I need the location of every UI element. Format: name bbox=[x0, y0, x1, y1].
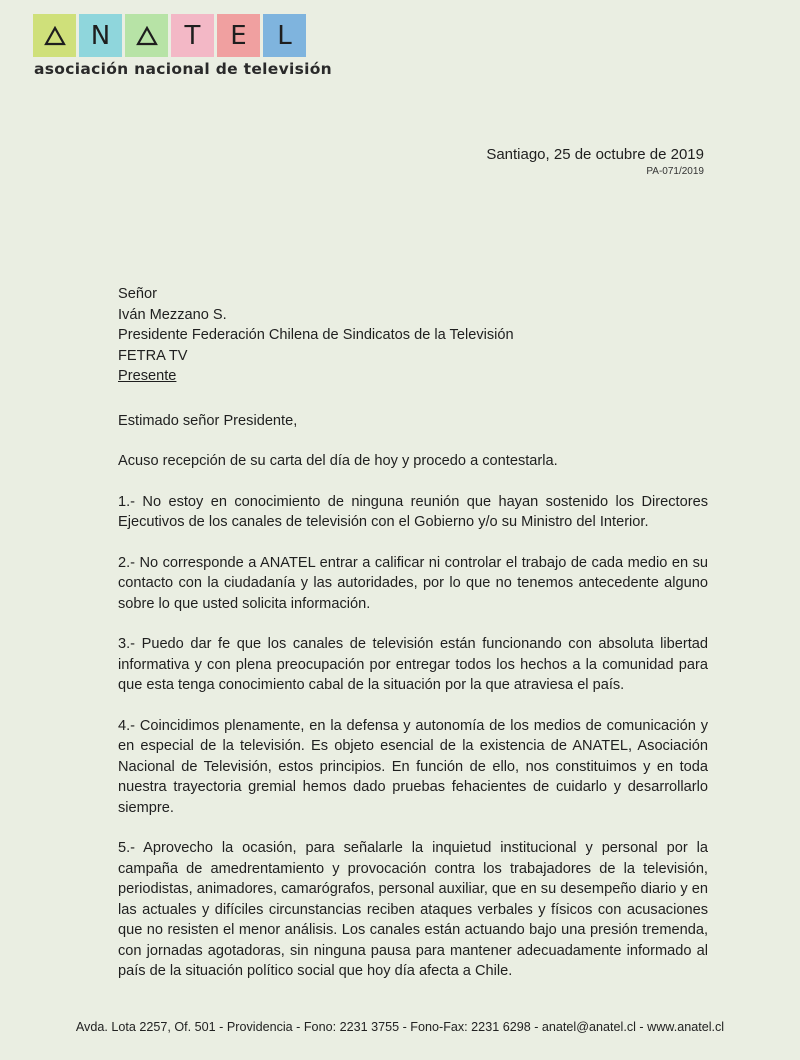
address-line-4: FETRA TV bbox=[118, 347, 188, 364]
address-line-1: Señor bbox=[118, 286, 157, 302]
letter-body bbox=[118, 284, 708, 982]
logo-tile-n: N bbox=[79, 14, 122, 57]
intro-paragraph: Acuso recepción de su carta del día de hoy y procedo a contestarla. bbox=[118, 453, 558, 469]
salutation: Estimado señor Presidente, bbox=[118, 412, 298, 429]
logo-tile-a2 bbox=[125, 14, 168, 57]
anatel-logo bbox=[33, 14, 332, 78]
paragraph-5: 5.- Aprovecho la ocasión, para señalarle la inquietud institucional y personal por la campaña de amedrentamiento y provocación contra los trabajadores de la televisión, periodistas, animadores, camarógrafos, personal auxiliar, que en su desempeño diario y en las actuales y difíciles circunstancias reciben ataques verbales y físicos con acusaciones que no resisten el menor análisis. Los canales están actuando bajo una presión tremenda, con jornadas agotadoras, sin ninguna pausa para mantener adecuadamente informado al país de la situación político social que hoy día afecta a Chile. bbox=[118, 840, 708, 979]
paragraph-4: 4.- Coincidimos plenamente, en la defensa y autonomía de los medios de comunicación y en especial de la televisión. Es objeto esencial de la existencia de ANATEL, Asociación Nacional de Televisión, estos principios. En función de ello, nos constituimos y en toda nuestra trayectoria gremial hemos dado pruebas fehacientes de cuidarlo y desarrollarlo siempre. bbox=[118, 717, 708, 816]
logo-tiles bbox=[33, 14, 332, 57]
address-line-2: Iván Mezzano S. bbox=[118, 306, 227, 323]
dateline bbox=[486, 146, 704, 177]
letter-date: Santiago, 25 de octubre de 2019 bbox=[486, 146, 704, 163]
address-line-3: Presidente Federación Chilena de Sindicatos de la Televisión bbox=[118, 327, 514, 343]
letterhead-footer: Avda. Lota 2257, Of. 501 - Providencia - Fono: 2231 3755 - Fono-Fax: 2231 6298 - anatel@anatel.cl - www.anatel.cl bbox=[75, 1020, 725, 1034]
logo-tagline: asociación nacional de televisión bbox=[34, 60, 333, 78]
paragraph-3: 3.- Puedo dar fe que los canales de televisión están funcionando con absoluta libertad informativa y con plena preocupación por entregar todos los hechos a la comunidad para que esta tenga conocimiento cabal de la situación por la que atraviesa el país. bbox=[118, 636, 708, 693]
logo-tile-l: L bbox=[263, 14, 306, 57]
logo-tile-a1 bbox=[33, 14, 76, 57]
logo-tile-e: E bbox=[217, 14, 260, 57]
paragraph-2: 2.- No corresponde a ANATEL entrar a calificar ni controlar el trabajo de cada medio en su contacto con la ciudadanía y las autoridades, por lo que no tenemos antecedente alguno sobre lo que usted solicita información. bbox=[118, 554, 708, 612]
letter-reference: PA-071/2019 bbox=[646, 166, 704, 177]
recipient-address bbox=[118, 284, 708, 387]
logo-tile-t: T bbox=[171, 14, 214, 57]
paragraph-1: 1.- No estoy en conocimiento de ninguna reunión que hayan sostenido los Directores Ejecutivos de los canales de televisión con el Gobierno y/o su Ministro del Interior. bbox=[118, 493, 708, 530]
address-line-5: Presente bbox=[118, 368, 177, 384]
